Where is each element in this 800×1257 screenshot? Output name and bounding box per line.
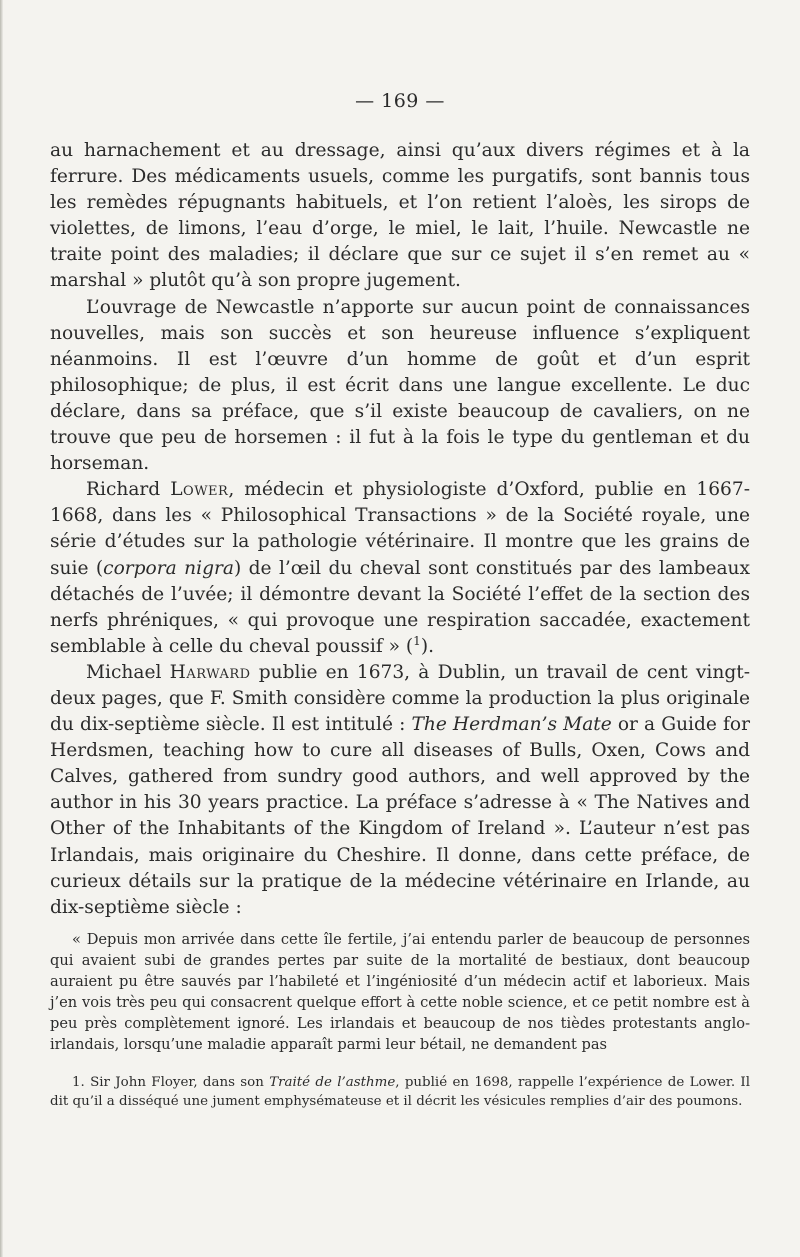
footnote-title: Traité de l’asthme	[269, 1074, 396, 1090]
paragraph-2: L’ouvrage de Newcastle n’apporte sur aucun point de connaissances nouvelles, mais son succès et son heureuse influence s’expliquent néanmoins. Il est l’œuvre d’un homme de goût et d’un esprit philosophique; de plus, il est écrit dans une langue excellente. Le duc déclare, dans sa préface, que s’il existe beaucoup de cavaliers, on ne trouve que peu de horsemen : il fut à la fois le type du gentleman et du horseman.	[50, 296, 750, 475]
author-first-name: Richard	[86, 479, 161, 501]
book-title: The Herdman’s Mate	[411, 714, 612, 736]
paragraph-3-text-b: ) de l’œil du cheval sont constitués par des lambeaux détachés de l’uvée; il démontre devant la Société l’effet de la section des nerfs phréniques, « qui provoque une respiration saccadée, exactement semblable à celle du cheval poussif » (	[50, 557, 751, 657]
author-first-name: Michael	[86, 661, 162, 683]
main-text	[50, 138, 750, 921]
latin-term: corpora nigra	[103, 557, 234, 579]
paragraph-4	[50, 660, 750, 921]
author-surname: Lower	[170, 479, 229, 501]
paragraph-3-text-c: ).	[420, 635, 434, 657]
author-surname: Harward	[169, 661, 251, 683]
footnote	[50, 1073, 750, 1112]
book-page	[50, 90, 750, 1112]
footnote-ref: 1	[413, 633, 421, 648]
paragraph-4-text-b: or a Guide for Herdsmen, teaching how to cure all diseases of Bulls, Oxen, Cows and Calves, gathered from sundry good authors, and well approved by the author in his 30 years practice. La préface s’adresse à « The Natives and Other of the Inhabitants of the Kingdom of Ireland ». L’auteur n’est pas Irlandais, mais originaire du Cheshire. Il donne, dans cette préface, de curieux détails sur la pratique de la médecine vétérinaire en Irlande, au dix-septième siècle :	[50, 714, 750, 918]
page-number: — 169 —	[355, 90, 445, 112]
page-edge-shadow	[0, 0, 3, 1257]
paragraph-1: au harnachement et au dressage, ainsi qu’aux divers régimes et à la ferrure. Des médicaments usuels, comme les purgatifs, sont bannis tous les remèdes répugnants habituels, et l’on retient l’aloès, les sirops de violettes, de limons, l’eau d’orge, le miel, le lait, l’huile. Newcastle ne traite point des maladies; il déclare que sur ce sujet il s’en remet au « marshal » plutôt qu’à son propre jugement.	[50, 140, 750, 292]
paragraph-3	[50, 477, 750, 660]
footnote-text-a: 1. Sir John Floyer, dans son	[72, 1074, 270, 1090]
paragraph-4-text-a: publie en 1673, à Dublin, un travail de cent vingt-deux pages, que F. Smith considère comme la production la plus originale du dix-septième siècle. Il est intitulé :	[50, 661, 750, 736]
paragraph-3-text-a: , médecin et physiologiste d’Oxford, publie en 1667-1668, dans les « Philosophical Transactions » de la Société royale, une série d’études sur la pathologie vétérinaire. Il montre que les grains de suie (	[50, 479, 750, 579]
block-quote: « Depuis mon arrivée dans cette île fertile, j’ai entendu parler de beaucoup de personnes qui avaient subi de grandes pertes par suite de la mortalité de bestiaux, dont beaucoup auraient pu être sauvés par l’habileté et l’ingéniosité d’un médecin actif et laborieux. Mais j’en vois très peu qui consacrent quelque effort à cette noble science, et ce petit nombre est à peu près complètement ignoré. Les irlandais et beaucoup de nos tièdes protestants anglo-irlandais, lorsqu’une maladie apparaît parmi leur bétail, ne demandent pas	[50, 930, 750, 1053]
footnote-text-b: , publié en 1698, rappelle l’expérience de Lower. Il dit qu’il a disséqué une jument emphysémateuse et il décrit les vésicules remplies d’air des poumons.	[50, 1074, 750, 1110]
